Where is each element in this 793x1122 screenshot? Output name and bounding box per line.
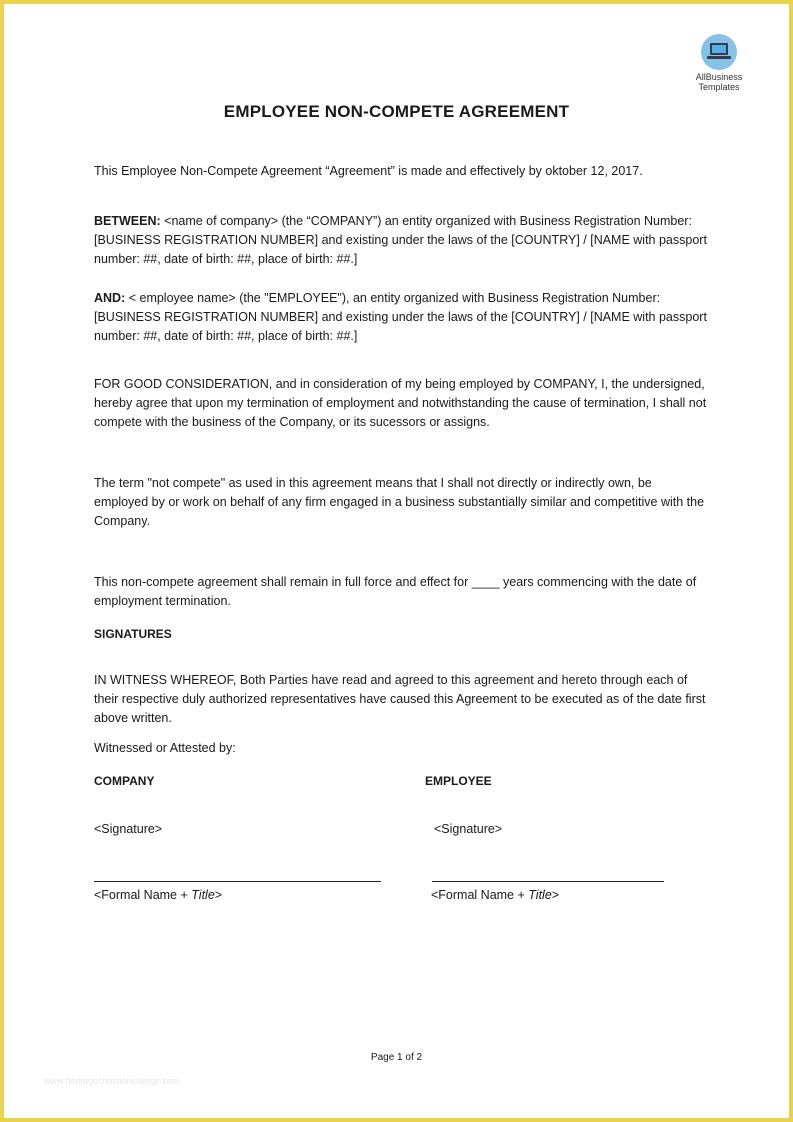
employee-formal-name bbox=[431, 888, 559, 902]
laptop-icon bbox=[701, 34, 737, 70]
and-paragraph bbox=[94, 289, 709, 346]
employee-label: EMPLOYEE bbox=[425, 774, 492, 788]
between-label: BETWEEN: bbox=[94, 214, 161, 228]
between-text: <name of company> (the “COMPANY”) an entity organized with Business Registration Number: [BUSINESS REGISTRATION NUMBER] and existing under the laws of the [COUNTRY] / [NAME with passport number: ##, date of birth: ##, place of birth: ##.] bbox=[94, 214, 707, 266]
logo-text-line2: Templates bbox=[698, 82, 740, 92]
company-formal-title: Title bbox=[191, 888, 215, 902]
employee-formal-prefix: <Formal Name + bbox=[431, 888, 529, 902]
definition-paragraph: The term "not compete" as used in this agreement means that I shall not directly or indirectly own, be employed by or work on behalf of any firm engaged in a business substantially similar and competitive with the Company. bbox=[94, 476, 705, 528]
watermark-text: www.heritagechristiancollege.com bbox=[44, 1076, 180, 1086]
company-signature-line bbox=[94, 881, 381, 882]
company-signature-placeholder: <Signature> bbox=[94, 822, 163, 836]
company-label: COMPANY bbox=[94, 774, 155, 788]
employee-formal-title: Title bbox=[528, 888, 552, 902]
page-number-footer: Page 1 of 2 bbox=[370, 1052, 423, 1063]
employee-formal-suffix: > bbox=[551, 888, 560, 902]
logo-text-line1: AllBusiness bbox=[695, 72, 743, 82]
and-label: AND: bbox=[94, 291, 126, 305]
duration-paragraph: This non-compete agreement shall remain in full force and effect for ____ years commencing with the date of employment termination. bbox=[94, 575, 697, 608]
employee-signature-line bbox=[432, 881, 664, 882]
witness-paragraph: IN WITNESS WHEREOF, Both Parties have read and agreed to this agreement and hereto through each of their respective duly authorized representatives have caused this Agreement to be executed as of the date first above written. bbox=[94, 673, 706, 725]
consideration-paragraph: FOR GOOD CONSIDERATION, and in consideration of my being employed by COMPANY, I, the undersigned, hereby agree that upon my termination of employment and notwithstanding the cause of termination, I shall not compete with the business of the Company, or its sucessors or assigns. bbox=[94, 377, 707, 429]
document-title: EMPLOYEE NON-COMPETE AGREEMENT bbox=[223, 102, 570, 121]
company-formal-suffix: > bbox=[214, 888, 223, 902]
between-paragraph bbox=[94, 212, 709, 269]
intro-paragraph: This Employee Non-Compete Agreement “Agreement” is made and effectively by oktober 12, 2017. bbox=[94, 164, 643, 178]
allbusiness-logo bbox=[684, 34, 754, 92]
and-text: < employee name> (the "EMPLOYEE"), an entity organized with Business Registration Number: [BUSINESS REGISTRATION NUMBER] and existing under the laws of the [COUNTRY] / [NAME with passport number: ##, date of birth: ##, place of birth: ##.] bbox=[94, 291, 707, 343]
attested-text: Witnessed or Attested by: bbox=[94, 741, 236, 755]
signatures-heading: SIGNATURES bbox=[94, 627, 172, 641]
employee-signature-placeholder: <Signature> bbox=[434, 822, 503, 836]
company-formal-name bbox=[94, 888, 222, 902]
company-formal-prefix: <Formal Name + bbox=[94, 888, 192, 902]
